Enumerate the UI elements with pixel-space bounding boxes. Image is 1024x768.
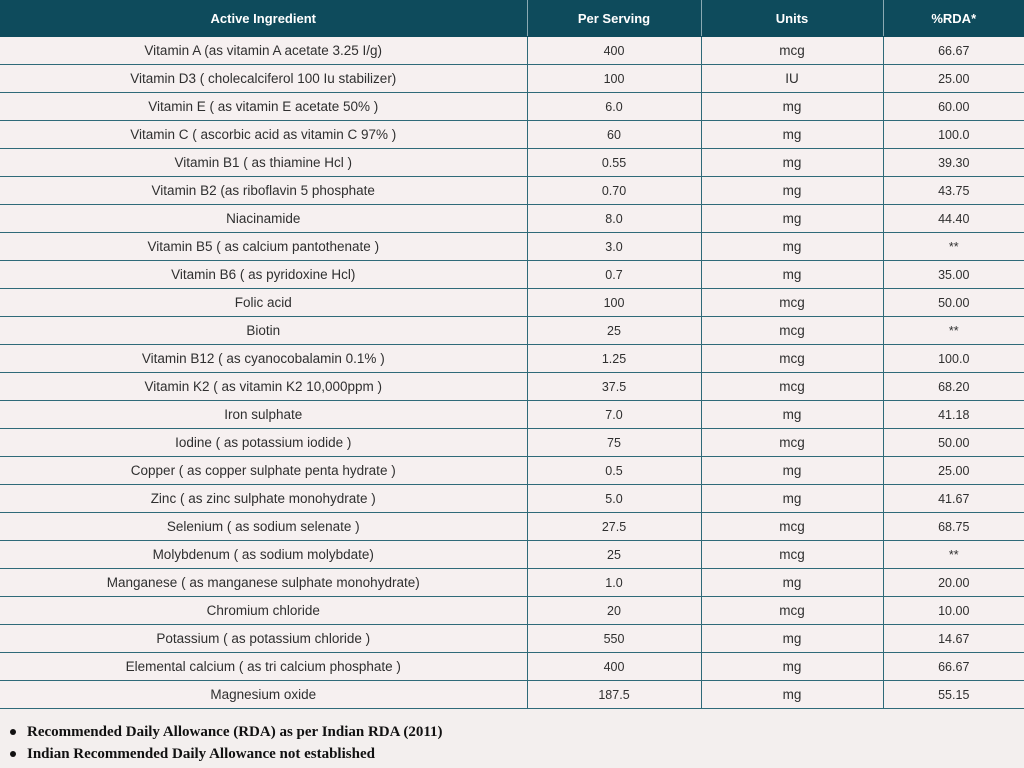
cell-per-serving: 6.0	[527, 93, 701, 121]
cell-per-serving: 0.55	[527, 149, 701, 177]
cell-units: mg	[701, 261, 883, 289]
cell-per-serving: 60	[527, 121, 701, 149]
table-row	[0, 233, 1024, 261]
cell-rda: 39.30	[883, 149, 1024, 177]
cell-per-serving: 20	[527, 597, 701, 625]
cell-per-serving: 0.5	[527, 457, 701, 485]
cell-per-serving: 1.25	[527, 345, 701, 373]
cell-ingredient: Chromium chloride	[0, 597, 527, 625]
header-per-serving: Per Serving	[527, 0, 701, 37]
cell-units: mcg	[701, 373, 883, 401]
bullet-icon	[10, 729, 16, 735]
table-row	[0, 541, 1024, 569]
cell-per-serving: 550	[527, 625, 701, 653]
cell-units: mg	[701, 681, 883, 709]
table-row	[0, 65, 1024, 93]
table-row	[0, 149, 1024, 177]
cell-units: mg	[701, 177, 883, 205]
cell-ingredient: Manganese ( as manganese sulphate monohydrate)	[0, 569, 527, 597]
table-row	[0, 457, 1024, 485]
cell-ingredient: Copper ( as copper sulphate penta hydrate )	[0, 457, 527, 485]
cell-ingredient: Potassium ( as potassium chloride )	[0, 625, 527, 653]
table-row	[0, 569, 1024, 597]
cell-per-serving: 27.5	[527, 513, 701, 541]
cell-ingredient: Iodine ( as potassium iodide )	[0, 429, 527, 457]
cell-units: mcg	[701, 317, 883, 345]
cell-rda: 68.20	[883, 373, 1024, 401]
bullet-icon	[10, 751, 16, 757]
cell-rda: 25.00	[883, 457, 1024, 485]
cell-rda: 41.18	[883, 401, 1024, 429]
cell-rda: 68.75	[883, 513, 1024, 541]
cell-units: mg	[701, 653, 883, 681]
cell-per-serving: 0.7	[527, 261, 701, 289]
cell-per-serving: 7.0	[527, 401, 701, 429]
cell-units: mg	[701, 625, 883, 653]
table-row	[0, 345, 1024, 373]
cell-ingredient: Zinc ( as zinc sulphate monohydrate )	[0, 485, 527, 513]
cell-ingredient: Molybdenum ( as sodium molybdate)	[0, 541, 527, 569]
cell-per-serving: 100	[527, 65, 701, 93]
cell-per-serving: 8.0	[527, 205, 701, 233]
table-row	[0, 177, 1024, 205]
cell-units: mcg	[701, 345, 883, 373]
cell-units: mg	[701, 485, 883, 513]
cell-ingredient: Selenium ( as sodium selenate )	[0, 513, 527, 541]
cell-per-serving: 100	[527, 289, 701, 317]
cell-ingredient: Iron sulphate	[0, 401, 527, 429]
header-rda: %RDA*	[883, 0, 1024, 37]
cell-rda: 100.0	[883, 345, 1024, 373]
cell-rda: 60.00	[883, 93, 1024, 121]
cell-ingredient: Vitamin B2 (as riboflavin 5 phosphate	[0, 177, 527, 205]
cell-ingredient: Vitamin E ( as vitamin E acetate 50% )	[0, 93, 527, 121]
table-row	[0, 261, 1024, 289]
cell-per-serving: 400	[527, 37, 701, 65]
cell-units: mcg	[701, 37, 883, 65]
cell-units: mg	[701, 205, 883, 233]
cell-rda: 100.0	[883, 121, 1024, 149]
cell-rda: 35.00	[883, 261, 1024, 289]
cell-ingredient: Vitamin B6 ( as pyridoxine Hcl)	[0, 261, 527, 289]
table-row	[0, 681, 1024, 709]
cell-rda: 41.67	[883, 485, 1024, 513]
cell-rda: 20.00	[883, 569, 1024, 597]
cell-rda: **	[883, 317, 1024, 345]
cell-per-serving: 400	[527, 653, 701, 681]
cell-rda: 25.00	[883, 65, 1024, 93]
table-row	[0, 401, 1024, 429]
cell-units: mg	[701, 149, 883, 177]
cell-per-serving: 37.5	[527, 373, 701, 401]
cell-rda: 66.67	[883, 37, 1024, 65]
table-row	[0, 317, 1024, 345]
footnote-text: Indian Recommended Daily Allowance not established	[27, 746, 375, 762]
cell-rda: 44.40	[883, 205, 1024, 233]
cell-rda: 50.00	[883, 429, 1024, 457]
table-row	[0, 429, 1024, 457]
cell-per-serving: 187.5	[527, 681, 701, 709]
table-row	[0, 93, 1024, 121]
cell-rda: 50.00	[883, 289, 1024, 317]
cell-rda: 43.75	[883, 177, 1024, 205]
cell-units: mg	[701, 233, 883, 261]
table-row	[0, 37, 1024, 65]
table-row	[0, 121, 1024, 149]
footnote-text: Recommended Daily Allowance (RDA) as per Indian RDA (2011)	[27, 724, 443, 740]
cell-per-serving: 25	[527, 541, 701, 569]
header-row	[0, 0, 1024, 37]
cell-per-serving: 1.0	[527, 569, 701, 597]
cell-ingredient: Vitamin B12 ( as cyanocobalamin 0.1% )	[0, 345, 527, 373]
cell-per-serving: 3.0	[527, 233, 701, 261]
cell-rda: 55.15	[883, 681, 1024, 709]
cell-units: IU	[701, 65, 883, 93]
cell-rda: **	[883, 233, 1024, 261]
table-row	[0, 289, 1024, 317]
cell-rda: **	[883, 541, 1024, 569]
cell-units: mcg	[701, 597, 883, 625]
cell-units: mg	[701, 93, 883, 121]
cell-per-serving: 5.0	[527, 485, 701, 513]
cell-rda: 14.67	[883, 625, 1024, 653]
header-active-ingredient: Active Ingredient	[0, 0, 527, 37]
table-row	[0, 373, 1024, 401]
cell-rda: 66.67	[883, 653, 1024, 681]
cell-ingredient: Vitamin A (as vitamin A acetate 3.25 I/g)	[0, 37, 527, 65]
cell-ingredient: Niacinamide	[0, 205, 527, 233]
cell-ingredient: Vitamin C ( ascorbic acid as vitamin C 97% )	[0, 121, 527, 149]
cell-units: mg	[701, 401, 883, 429]
cell-ingredient: Elemental calcium ( as tri calcium phosphate )	[0, 653, 527, 681]
cell-per-serving: 0.70	[527, 177, 701, 205]
cell-per-serving: 25	[527, 317, 701, 345]
cell-per-serving: 75	[527, 429, 701, 457]
cell-rda: 10.00	[883, 597, 1024, 625]
cell-ingredient: Vitamin B5 ( as calcium pantothenate )	[0, 233, 527, 261]
cell-ingredient: Vitamin B1 ( as thiamine Hcl )	[0, 149, 527, 177]
footnotes	[0, 709, 1024, 765]
header-units: Units	[701, 0, 883, 37]
cell-units: mcg	[701, 289, 883, 317]
table-row	[0, 485, 1024, 513]
table-row	[0, 205, 1024, 233]
table-row	[0, 653, 1024, 681]
table-row	[0, 625, 1024, 653]
table-row	[0, 597, 1024, 625]
cell-units: mcg	[701, 429, 883, 457]
cell-ingredient: Folic acid	[0, 289, 527, 317]
cell-ingredient: Vitamin D3 ( cholecalciferol 100 Iu stabilizer)	[0, 65, 527, 93]
cell-ingredient: Vitamin K2 ( as vitamin K2 10,000ppm )	[0, 373, 527, 401]
cell-units: mcg	[701, 513, 883, 541]
footnote-item	[10, 721, 1024, 743]
footnote-item	[10, 743, 1024, 765]
table-body	[0, 37, 1024, 709]
cell-ingredient: Magnesium oxide	[0, 681, 527, 709]
cell-units: mcg	[701, 541, 883, 569]
cell-units: mg	[701, 569, 883, 597]
cell-units: mg	[701, 121, 883, 149]
cell-units: mg	[701, 457, 883, 485]
table-header	[0, 0, 1024, 37]
table-row	[0, 513, 1024, 541]
cell-ingredient: Biotin	[0, 317, 527, 345]
